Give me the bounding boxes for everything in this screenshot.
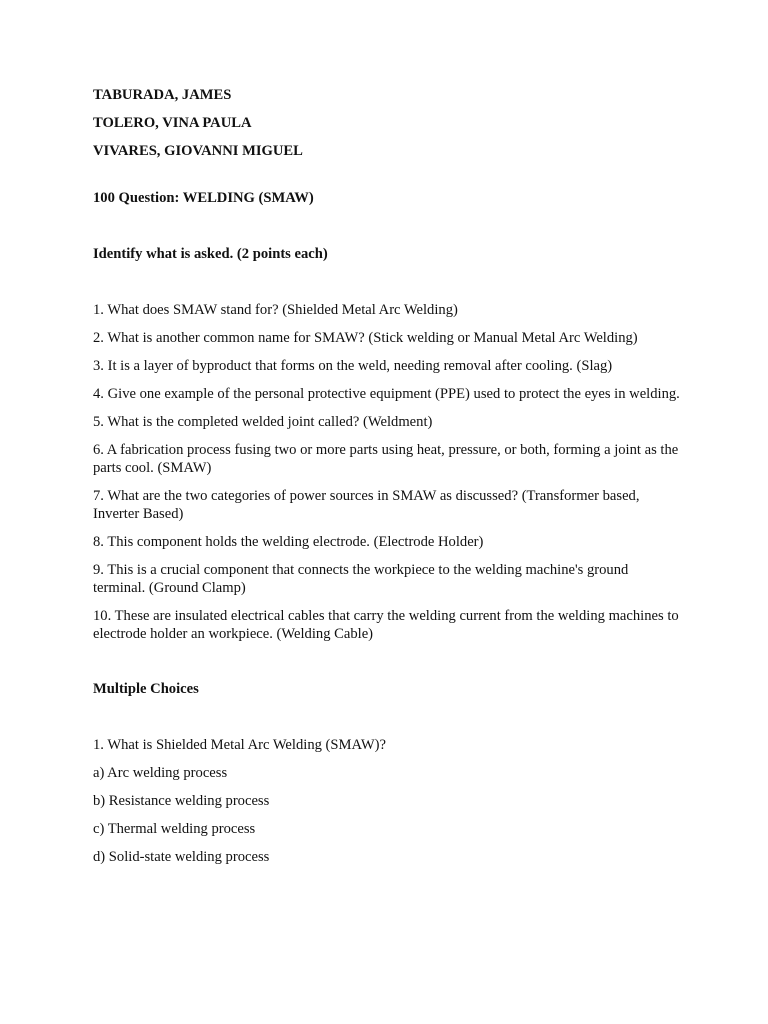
answer-option: b) Resistance welding process — [93, 793, 270, 809]
question-item: 8. This component holds the welding electrode. (Electrode Holder) — [93, 534, 484, 550]
question-item: 10. These are insulated electrical cables that carry the welding current from the welding machines to electrode holder an workpiece. (Welding Cable) — [93, 608, 679, 642]
answer-option: c) Thermal welding process — [93, 821, 256, 837]
question-item: 5. What is the completed welded joint called? (Weldment) — [93, 414, 433, 430]
section-heading-identification: Identify what is asked. (2 points each) — [93, 246, 328, 262]
document-title: 100 Question: WELDING (SMAW) — [93, 190, 314, 206]
question-item: 6. A fabrication process fusing two or more parts using heat, pressure, or both, forming a joint as the parts cool. (SMAW) — [93, 442, 679, 476]
question-item: 9. This is a crucial component that connects the workpiece to the welding machine's ground terminal. (Ground Clamp) — [93, 562, 629, 596]
question-item: 7. What are the two categories of power sources in SMAW as discussed? (Transformer based, Inverter Based) — [93, 488, 640, 522]
question-item: 4. Give one example of the personal protective equipment (PPE) used to protect the eyes in welding. — [93, 386, 680, 402]
question-item: 2. What is another common name for SMAW? (Stick welding or Manual Metal Arc Welding) — [93, 330, 638, 346]
multiple-choice-question: 1. What is Shielded Metal Arc Welding (SMAW)? — [93, 737, 386, 753]
section-heading-multiple-choice: Multiple Choices — [93, 681, 199, 697]
author-list — [93, 86, 683, 160]
question-item: 1. What does SMAW stand for? (Shielded Metal Arc Welding) — [93, 302, 458, 318]
author-name: TABURADA, JAMES — [93, 87, 232, 103]
document-page — [93, 86, 683, 876]
answer-option: a) Arc welding process — [93, 765, 228, 781]
question-item: 3. It is a layer of byproduct that forms on the weld, needing removal after cooling. (Slag) — [93, 358, 613, 374]
author-name: VIVARES, GIOVANNI MIGUEL — [93, 143, 303, 159]
identification-question-list — [93, 301, 683, 643]
answer-option: d) Solid-state welding process — [93, 849, 270, 865]
answer-option-list — [93, 764, 683, 866]
author-name: TOLERO, VINA PAULA — [93, 115, 252, 131]
